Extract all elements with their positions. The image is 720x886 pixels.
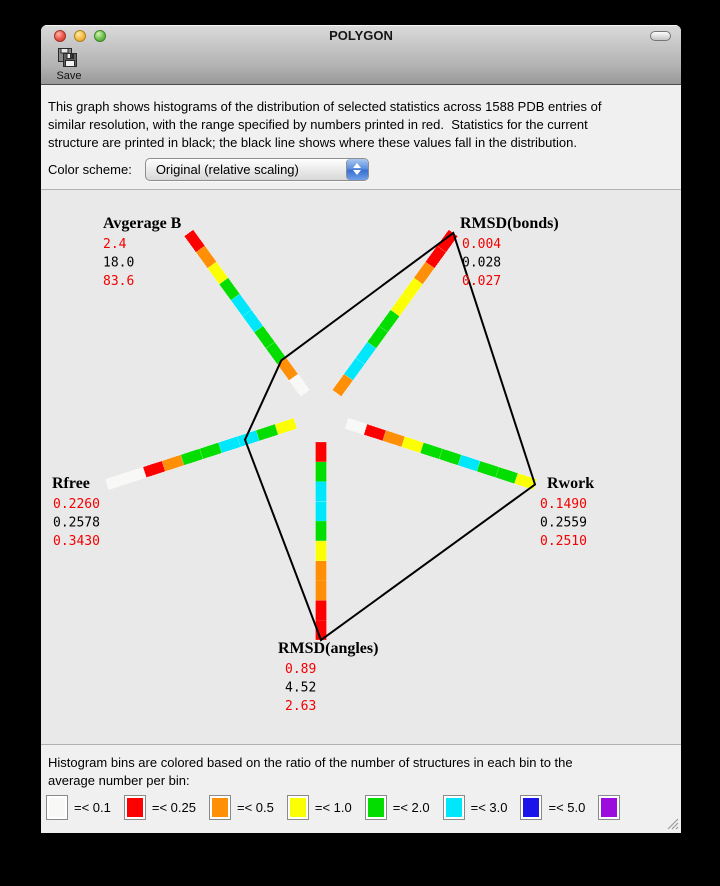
legend-swatch-green	[365, 795, 387, 820]
axis-label: RMSD(angles)	[278, 640, 379, 657]
axis-value: 0.3430	[53, 534, 100, 549]
axis-value: 0.2510	[540, 534, 587, 549]
histogram-bin	[316, 581, 327, 601]
legend-label: =< 2.0	[392, 800, 430, 815]
legend-label: =< 0.1	[74, 800, 111, 815]
window-header	[41, 25, 681, 85]
description-panel	[41, 85, 681, 189]
legend-caption-line: Histogram bins are colored based on the ratio of the number of structures in each bin to the	[48, 755, 573, 770]
toolbar	[41, 47, 681, 84]
legend-item	[124, 795, 196, 820]
axis-value: 2.4	[103, 237, 127, 252]
plot-panel	[41, 189, 681, 745]
legend-panel	[41, 745, 681, 832]
legend-item	[365, 795, 430, 820]
histogram-bin	[316, 600, 327, 620]
axis-value: 0.027	[462, 274, 502, 289]
legend-item	[443, 795, 508, 820]
axis-value: 0.2578	[53, 515, 100, 531]
histogram-bin	[124, 467, 146, 484]
zoom-button[interactable]	[94, 30, 106, 42]
legend-label: =< 3.0	[470, 800, 508, 815]
legend-item	[598, 795, 620, 820]
axis-label: RMSD(bonds)	[460, 215, 559, 232]
description-line: similar resolution, with the range specified by numbers printed in red. Statistics for the current	[48, 117, 588, 132]
resize-grip[interactable]	[666, 817, 679, 830]
axis-histogram	[316, 442, 327, 640]
legend-swatch-cyan	[443, 795, 465, 820]
axis-value: 0.2559	[540, 515, 587, 531]
histogram-bin	[316, 561, 327, 581]
histogram-bin	[162, 455, 184, 472]
axis-value: 0.1490	[540, 497, 587, 512]
window-title: POLYGON	[329, 28, 393, 43]
histogram-bin	[316, 442, 327, 462]
legend-label: =< 0.5	[236, 800, 274, 815]
polygon-window	[41, 25, 681, 833]
toolbar-toggle-button[interactable]	[650, 31, 671, 41]
description-line: structure are printed in black; the black line shows where these values fall in the distribution.	[48, 135, 577, 150]
axis-histogram	[345, 418, 537, 490]
histogram-bin	[181, 449, 203, 466]
axis-label: Avgerage B	[103, 215, 182, 232]
histogram-bin	[439, 449, 461, 466]
axis-label: Rwork	[547, 475, 595, 492]
legend-swatch-red	[124, 795, 146, 820]
legend-item	[520, 795, 585, 820]
legend-item	[46, 795, 111, 820]
histogram-bin	[316, 462, 327, 482]
color-scheme-label: Color scheme:	[48, 161, 132, 177]
axis-histogram	[105, 418, 297, 490]
histogram-bin	[275, 418, 297, 435]
save-button[interactable]	[49, 47, 89, 82]
legend-item	[287, 795, 352, 820]
color-scheme-dropdown[interactable]	[145, 158, 369, 181]
polygon-plot	[41, 190, 681, 744]
axis-value: 18.0	[103, 255, 135, 271]
legend-label: =< 1.0	[314, 800, 352, 815]
legend-swatch-blue	[520, 795, 542, 820]
legend-swatch-orange	[209, 795, 231, 820]
save-floppy-icon	[57, 47, 81, 70]
axis-histogram	[332, 230, 457, 397]
legend-item	[209, 795, 274, 820]
legend-caption-line: average number per bin:	[48, 773, 190, 788]
histogram-bin	[316, 541, 327, 561]
minimize-button[interactable]	[74, 30, 86, 42]
axis-value: 0.028	[462, 255, 502, 271]
histogram-bin	[218, 436, 240, 453]
axis-value: 0.89	[285, 662, 317, 677]
axis-value: 83.6	[103, 274, 135, 289]
axis-value: 2.63	[285, 699, 317, 714]
close-button[interactable]	[54, 30, 66, 42]
color-scheme-row	[48, 157, 369, 181]
color-scheme-selected: Original (relative scaling)	[155, 161, 299, 177]
legend-label: =< 0.25	[151, 800, 196, 815]
histogram-bin	[420, 443, 442, 460]
axis-value: 4.52	[285, 680, 317, 696]
save-button-label: Save	[56, 70, 82, 82]
histogram-bin	[316, 482, 327, 502]
axis-histogram	[184, 230, 309, 397]
histogram-bin	[316, 501, 327, 521]
histogram-bin	[458, 455, 480, 472]
histogram-bin	[143, 461, 165, 478]
legend-swatch-white	[46, 795, 68, 820]
traffic-lights	[54, 30, 106, 42]
histogram-bin	[105, 473, 127, 490]
axis-value: 0.004	[462, 237, 502, 252]
legend-row	[46, 795, 620, 820]
histogram-bin	[345, 418, 367, 435]
histogram-bin	[199, 443, 221, 460]
legend-swatch-purple	[598, 795, 620, 820]
legend-label: =< 5.0	[548, 800, 586, 815]
axis-value: 0.2260	[53, 497, 100, 512]
dropdown-arrows-icon	[346, 159, 368, 180]
histogram-bin	[256, 424, 278, 441]
titlebar[interactable]	[41, 25, 681, 47]
legend-swatch-yellow	[287, 795, 309, 820]
histogram-bin	[401, 436, 423, 453]
histogram-bin	[316, 521, 327, 541]
histogram-bin	[383, 430, 405, 447]
axis-label: Rfree	[52, 475, 90, 492]
histogram-bin	[364, 424, 386, 441]
histogram-bin	[477, 461, 499, 478]
description-line: This graph shows histograms of the distribution of selected statistics across 1588 PDB entries of	[48, 99, 602, 114]
histogram-bin	[496, 467, 518, 484]
